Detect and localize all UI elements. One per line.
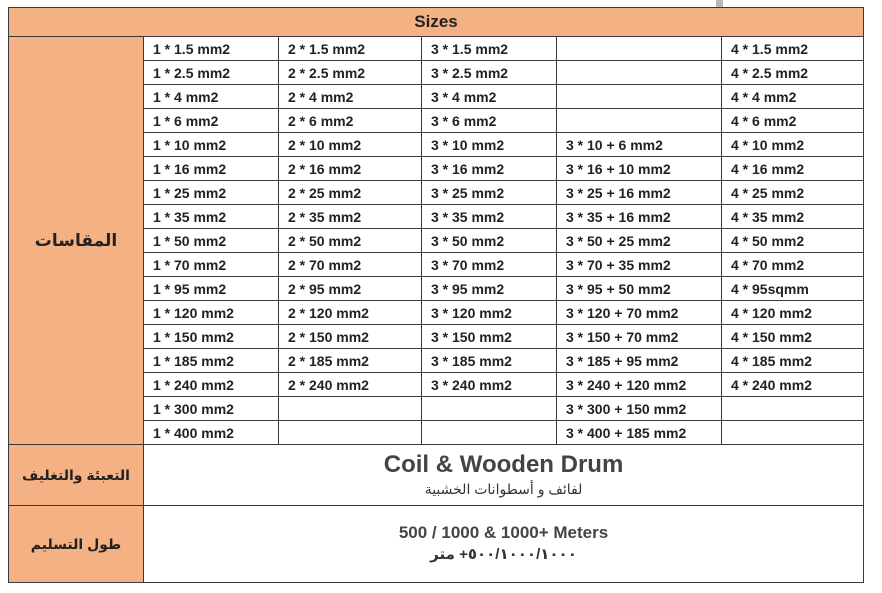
delivery-value <box>144 506 864 583</box>
size-cell: 4 * 16 mm2 <box>722 157 864 181</box>
delivery-row <box>9 506 864 583</box>
size-cell: 1 * 16 mm2 <box>144 157 279 181</box>
size-cell: 1 * 1.5 mm2 <box>144 37 279 61</box>
size-cell: 3 * 150 mm2 <box>422 325 557 349</box>
size-cell: 1 * 150 mm2 <box>144 325 279 349</box>
size-cell: 2 * 120 mm2 <box>279 301 422 325</box>
size-cell: 3 * 150 + 70 mm2 <box>557 325 722 349</box>
size-cell: 2 * 95 mm2 <box>279 277 422 301</box>
sizes-header: Sizes <box>9 8 864 37</box>
delivery-label: طول التسليم <box>9 506 144 583</box>
packaging-label: التعبئة والتغليف <box>9 445 144 506</box>
size-cell <box>722 421 864 445</box>
size-cell <box>422 397 557 421</box>
delivery-main-text: 500 / 1000 & 1000+ Meters <box>398 523 609 542</box>
size-cell <box>557 85 722 109</box>
size-cell: 3 * 6 mm2 <box>422 109 557 133</box>
size-cell: 3 * 185 mm2 <box>422 349 557 373</box>
size-cell: 2 * 50 mm2 <box>279 229 422 253</box>
delivery-sub-text: ٥٠٠/١٠٠٠/١٠٠٠+ متر <box>430 546 577 563</box>
size-cell: 4 * 70 mm2 <box>722 253 864 277</box>
size-cell: 3 * 185 + 95 mm2 <box>557 349 722 373</box>
size-cell: 4 * 4 mm2 <box>722 85 864 109</box>
size-cell <box>557 61 722 85</box>
size-cell <box>279 421 422 445</box>
size-cell: 3 * 240 + 120 mm2 <box>557 373 722 397</box>
packaging-row <box>9 445 864 506</box>
size-cell <box>557 109 722 133</box>
size-cell: 2 * 4 mm2 <box>279 85 422 109</box>
size-cell: 3 * 1.5 mm2 <box>422 37 557 61</box>
size-cell: 2 * 35 mm2 <box>279 205 422 229</box>
size-cell: 1 * 4 mm2 <box>144 85 279 109</box>
size-cell: 2 * 1.5 mm2 <box>279 37 422 61</box>
size-cell: 2 * 6 mm2 <box>279 109 422 133</box>
size-cell: 2 * 240 mm2 <box>279 373 422 397</box>
size-cell: 3 * 25 + 16 mm2 <box>557 181 722 205</box>
size-cell: 1 * 120 mm2 <box>144 301 279 325</box>
size-cell: 3 * 400 + 185 mm2 <box>557 421 722 445</box>
size-cell: 3 * 35 mm2 <box>422 205 557 229</box>
size-cell: 4 * 150 mm2 <box>722 325 864 349</box>
size-cell: 4 * 120 mm2 <box>722 301 864 325</box>
sizes-label: المقاسات <box>9 37 144 445</box>
size-cell: 4 * 240 mm2 <box>722 373 864 397</box>
size-cell: 1 * 25 mm2 <box>144 181 279 205</box>
size-row <box>9 37 864 61</box>
size-cell: 2 * 16 mm2 <box>279 157 422 181</box>
size-cell: 1 * 400 mm2 <box>144 421 279 445</box>
size-cell: 1 * 50 mm2 <box>144 229 279 253</box>
size-cell: 3 * 240 mm2 <box>422 373 557 397</box>
size-cell: 4 * 1.5 mm2 <box>722 37 864 61</box>
size-cell: 3 * 4 mm2 <box>422 85 557 109</box>
size-cell: 2 * 150 mm2 <box>279 325 422 349</box>
size-cell: 3 * 35 + 16 mm2 <box>557 205 722 229</box>
size-cell: 3 * 10 mm2 <box>422 133 557 157</box>
size-cell: 2 * 10 mm2 <box>279 133 422 157</box>
size-cell: 1 * 35 mm2 <box>144 205 279 229</box>
size-cell: 3 * 70 mm2 <box>422 253 557 277</box>
size-cell: 3 * 95 mm2 <box>422 277 557 301</box>
size-cell <box>422 421 557 445</box>
sizes-spec-sheet <box>8 7 863 583</box>
size-cell: 3 * 300 + 150 mm2 <box>557 397 722 421</box>
size-cell: 3 * 70 + 35 mm2 <box>557 253 722 277</box>
size-cell: 4 * 35 mm2 <box>722 205 864 229</box>
size-cell: 1 * 95 mm2 <box>144 277 279 301</box>
sizes-table <box>8 7 864 583</box>
size-cell: 3 * 120 + 70 mm2 <box>557 301 722 325</box>
size-cell: 3 * 50 + 25 mm2 <box>557 229 722 253</box>
size-cell: 3 * 120 mm2 <box>422 301 557 325</box>
size-cell: 4 * 2.5 mm2 <box>722 61 864 85</box>
size-cell <box>722 397 864 421</box>
size-cell: 3 * 25 mm2 <box>422 181 557 205</box>
size-cell: 4 * 10 mm2 <box>722 133 864 157</box>
size-cell: 3 * 2.5 mm2 <box>422 61 557 85</box>
size-cell: 1 * 240 mm2 <box>144 373 279 397</box>
size-cell: 2 * 185 mm2 <box>279 349 422 373</box>
size-cell: 4 * 50 mm2 <box>722 229 864 253</box>
size-cell <box>557 37 722 61</box>
size-cell: 1 * 2.5 mm2 <box>144 61 279 85</box>
size-cell: 3 * 10 + 6 mm2 <box>557 133 722 157</box>
size-cell: 1 * 300 mm2 <box>144 397 279 421</box>
size-cell: 3 * 16 mm2 <box>422 157 557 181</box>
packaging-main-text: Coil & Wooden Drum <box>383 451 624 478</box>
size-cell: 2 * 70 mm2 <box>279 253 422 277</box>
packaging-value <box>144 445 864 506</box>
size-cell: 3 * 50 mm2 <box>422 229 557 253</box>
size-cell: 4 * 95sqmm <box>722 277 864 301</box>
size-cell: 1 * 10 mm2 <box>144 133 279 157</box>
size-cell: 2 * 25 mm2 <box>279 181 422 205</box>
size-cell: 2 * 2.5 mm2 <box>279 61 422 85</box>
size-cell: 4 * 6 mm2 <box>722 109 864 133</box>
size-cell: 4 * 25 mm2 <box>722 181 864 205</box>
size-cell: 1 * 70 mm2 <box>144 253 279 277</box>
size-cell: 1 * 6 mm2 <box>144 109 279 133</box>
size-cell: 3 * 16 + 10 mm2 <box>557 157 722 181</box>
size-cell <box>279 397 422 421</box>
size-cell: 4 * 185 mm2 <box>722 349 864 373</box>
size-cell: 3 * 95 + 50 mm2 <box>557 277 722 301</box>
packaging-sub-text: لفائف و أسطوانات الخشبية <box>424 481 583 497</box>
size-cell: 1 * 185 mm2 <box>144 349 279 373</box>
